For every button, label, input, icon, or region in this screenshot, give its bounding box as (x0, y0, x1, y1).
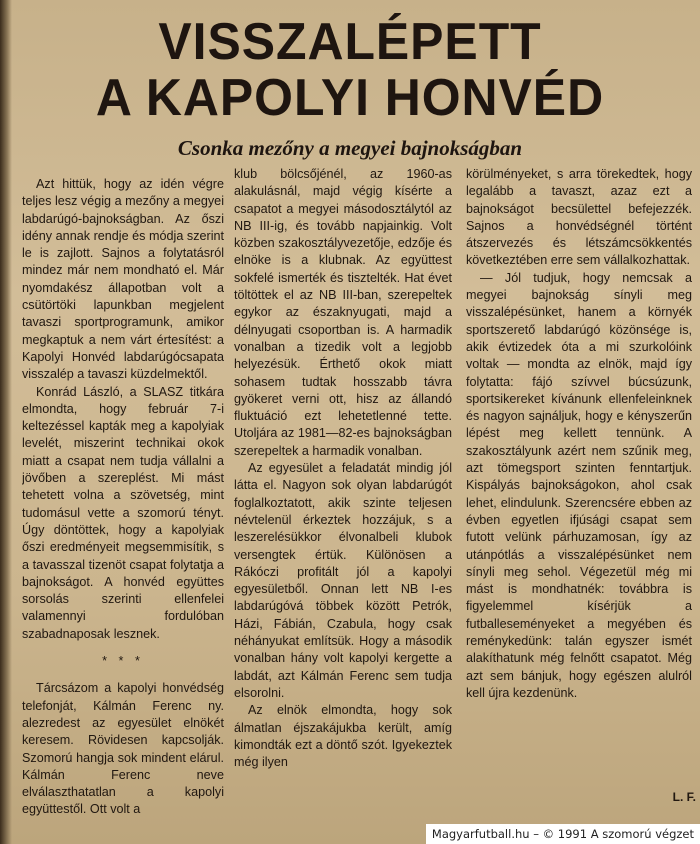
column2-paragraph-1: klub bölcsőjénél, az 1960-as alakulásnál, majd végig kísérte a csapatot a megyei másodosztálytól az NB III-ig, és tovább napjainkig. Volt közben szakosztályvezetője, edzője és elnöke is a klubnak. Az együttest sokfelé ismerték és tisztelték. Hat évet töltöttek el az NB III-ban, szerepeltek egykor az északnyugati, majd a délnyugati csoportban is. A harmadik vonalban a tizedik volt a legjobb helyezésük. Érthető okok miatt sohasem tudtak hosszabb távra gyökeret verni ott, hisz az állandó fluktuáció ezt lehetetlenné tette. Utoljára az 1981—82-es bajnokságban szerepeltek a harmadik vonalban. (234, 167, 452, 458)
headline-line-1: VISSZALÉPETT (158, 13, 542, 71)
column1-paragraph-3: Tárcsázom a kapolyi honvédség telefonját, Kálmán Ferenc ny. alezredest az egyesület elnökét keresem. Rövidesen kapcsolják. Szomorú hangja sok mindent elárul. Kálmán Ferenc neve elválaszthatatlan a kapolyi együttestől. Ott volt a (22, 681, 224, 817)
column1-paragraph-1: Azt hittük, hogy az idén végre teljes lesz végig a mezőny a megyei labdarúgó-bajnokságban. Az őszi idény annak rendje és módja szerint le is zajlott. Sajnos a folytatásról mindez már nem mondható el. Már nyomdakész állapotban volt a csütörtöki lapunkban megjelent tavaszi sportprogramunk, amikor megkaptuk a nem várt értesítést: a Kapolyi Honvéd labdarúgócsapata visszalép a tavaszi küzdelmektől. (22, 177, 224, 382)
column1-paragraph-2: Konrád László, a SLASZ titkára elmondta, hogy február 7-i keltezéssel kapták meg a kapolyiak levelét, miszerint technikai okok miatt a csapat nem tudja vállalni a jövőben a szereplést. Mi mást tehetett volna a szövetség, mint tudomásul vette a szomorú tényt. Úgy döntöttek, hogy a kapolyiak őszi eredményeit megsemmisítik, s a tavasszal tizenöt csapat folytatja a bajnokságot. A honvéd együttes sorsolás szerinti ellenfelei valamennyi fordulóban szabadnaposak lesznek. (22, 384, 224, 641)
article-column-2 (234, 166, 452, 816)
source-caption: Magyarfutball.hu – © 1991 A szomorú végzet (426, 824, 700, 844)
page-edge-shadow (0, 0, 12, 844)
column2-paragraph-3: Az elnök elmondta, hogy sok álmatlan éjszakájukba került, amíg kimondták ezt a döntő szót. Igyekeztek még ilyen (234, 703, 452, 770)
headline-line-2: A KAPOLYI HONVÉD (95, 69, 605, 127)
column3-paragraph-1: körülményeket, s arra törekedtek, hogy legalább a tavaszt, azaz ezt a bajnokságot becsülettel befejezzék. Sajnos a honvédségnél történt átszervezés és létszámcsökkentés következtében erre sem vállalkozhattak. (466, 167, 692, 268)
article-column-1 (22, 176, 224, 826)
author-initials: L. F. (672, 790, 696, 804)
column3-paragraph-2: — Jól tudjuk, hogy nemcsak a megyei bajnokság sínyli meg visszalépésünket, hanem a környék sportszerető labdarúgó közönsége is, akik évtizedek óta a mi szurkolóink voltak — mondta az elnök, majd így folytatta: fájó szívvel búcsúzunk, sportsikereket kívánunk ellenfeleinknek és nagyon sajnáljuk, hogy e kényszerűn lépést meg kellett tennünk. A szakosztályunk azért nem szűnik meg, azt tömegsport szinten fenntartjuk. Kispályás bajnokságokon, ahol csak lehet, elindulunk. Szerencsére ebben az évben egyetlen ifjúsági csapat sem futott velünk párhuzamosan, így az utánpótlás a visszalépésünket nem sínyli meg sehol. Végezetül még mi mást is mondhatnék: továbbra is figyelemmel kísérjük a futballeseményeket a megyében és reménykedünk: talán egyszer ismét alakíthatunk még felnőtt csapatot. Még azt sem bánjuk, hogy egészen alulról kell újra kezdenünk. (466, 270, 692, 700)
subheadline: Csonka mezőny a megyei bajnokságban (177, 136, 523, 160)
section-divider-stars: * * * (102, 654, 144, 669)
column2-paragraph-2: Az egyesület a feladatát mindig jól látta el. Nagyon sok olyan labdarúgót foglalkoztatott, akik szinte teljesen névtelenül érkeztek hozzájuk, s a leszerelésükkor élvonalbeli klubok versengtek értük. Különösen a Rákóczi profitált jól a kapolyi egyesületből. Onnan lett NB I-es labdarúgóvá többek között Petrók, Házi, Fábián, Czabula, hogy csak néhányukat említsük. Hogy a második vonalban hány volt kapolyi kergette a labdát, azt Kálmán Ferenc sem tudja elsorolni. (234, 461, 452, 700)
article-column-3 (466, 166, 692, 816)
